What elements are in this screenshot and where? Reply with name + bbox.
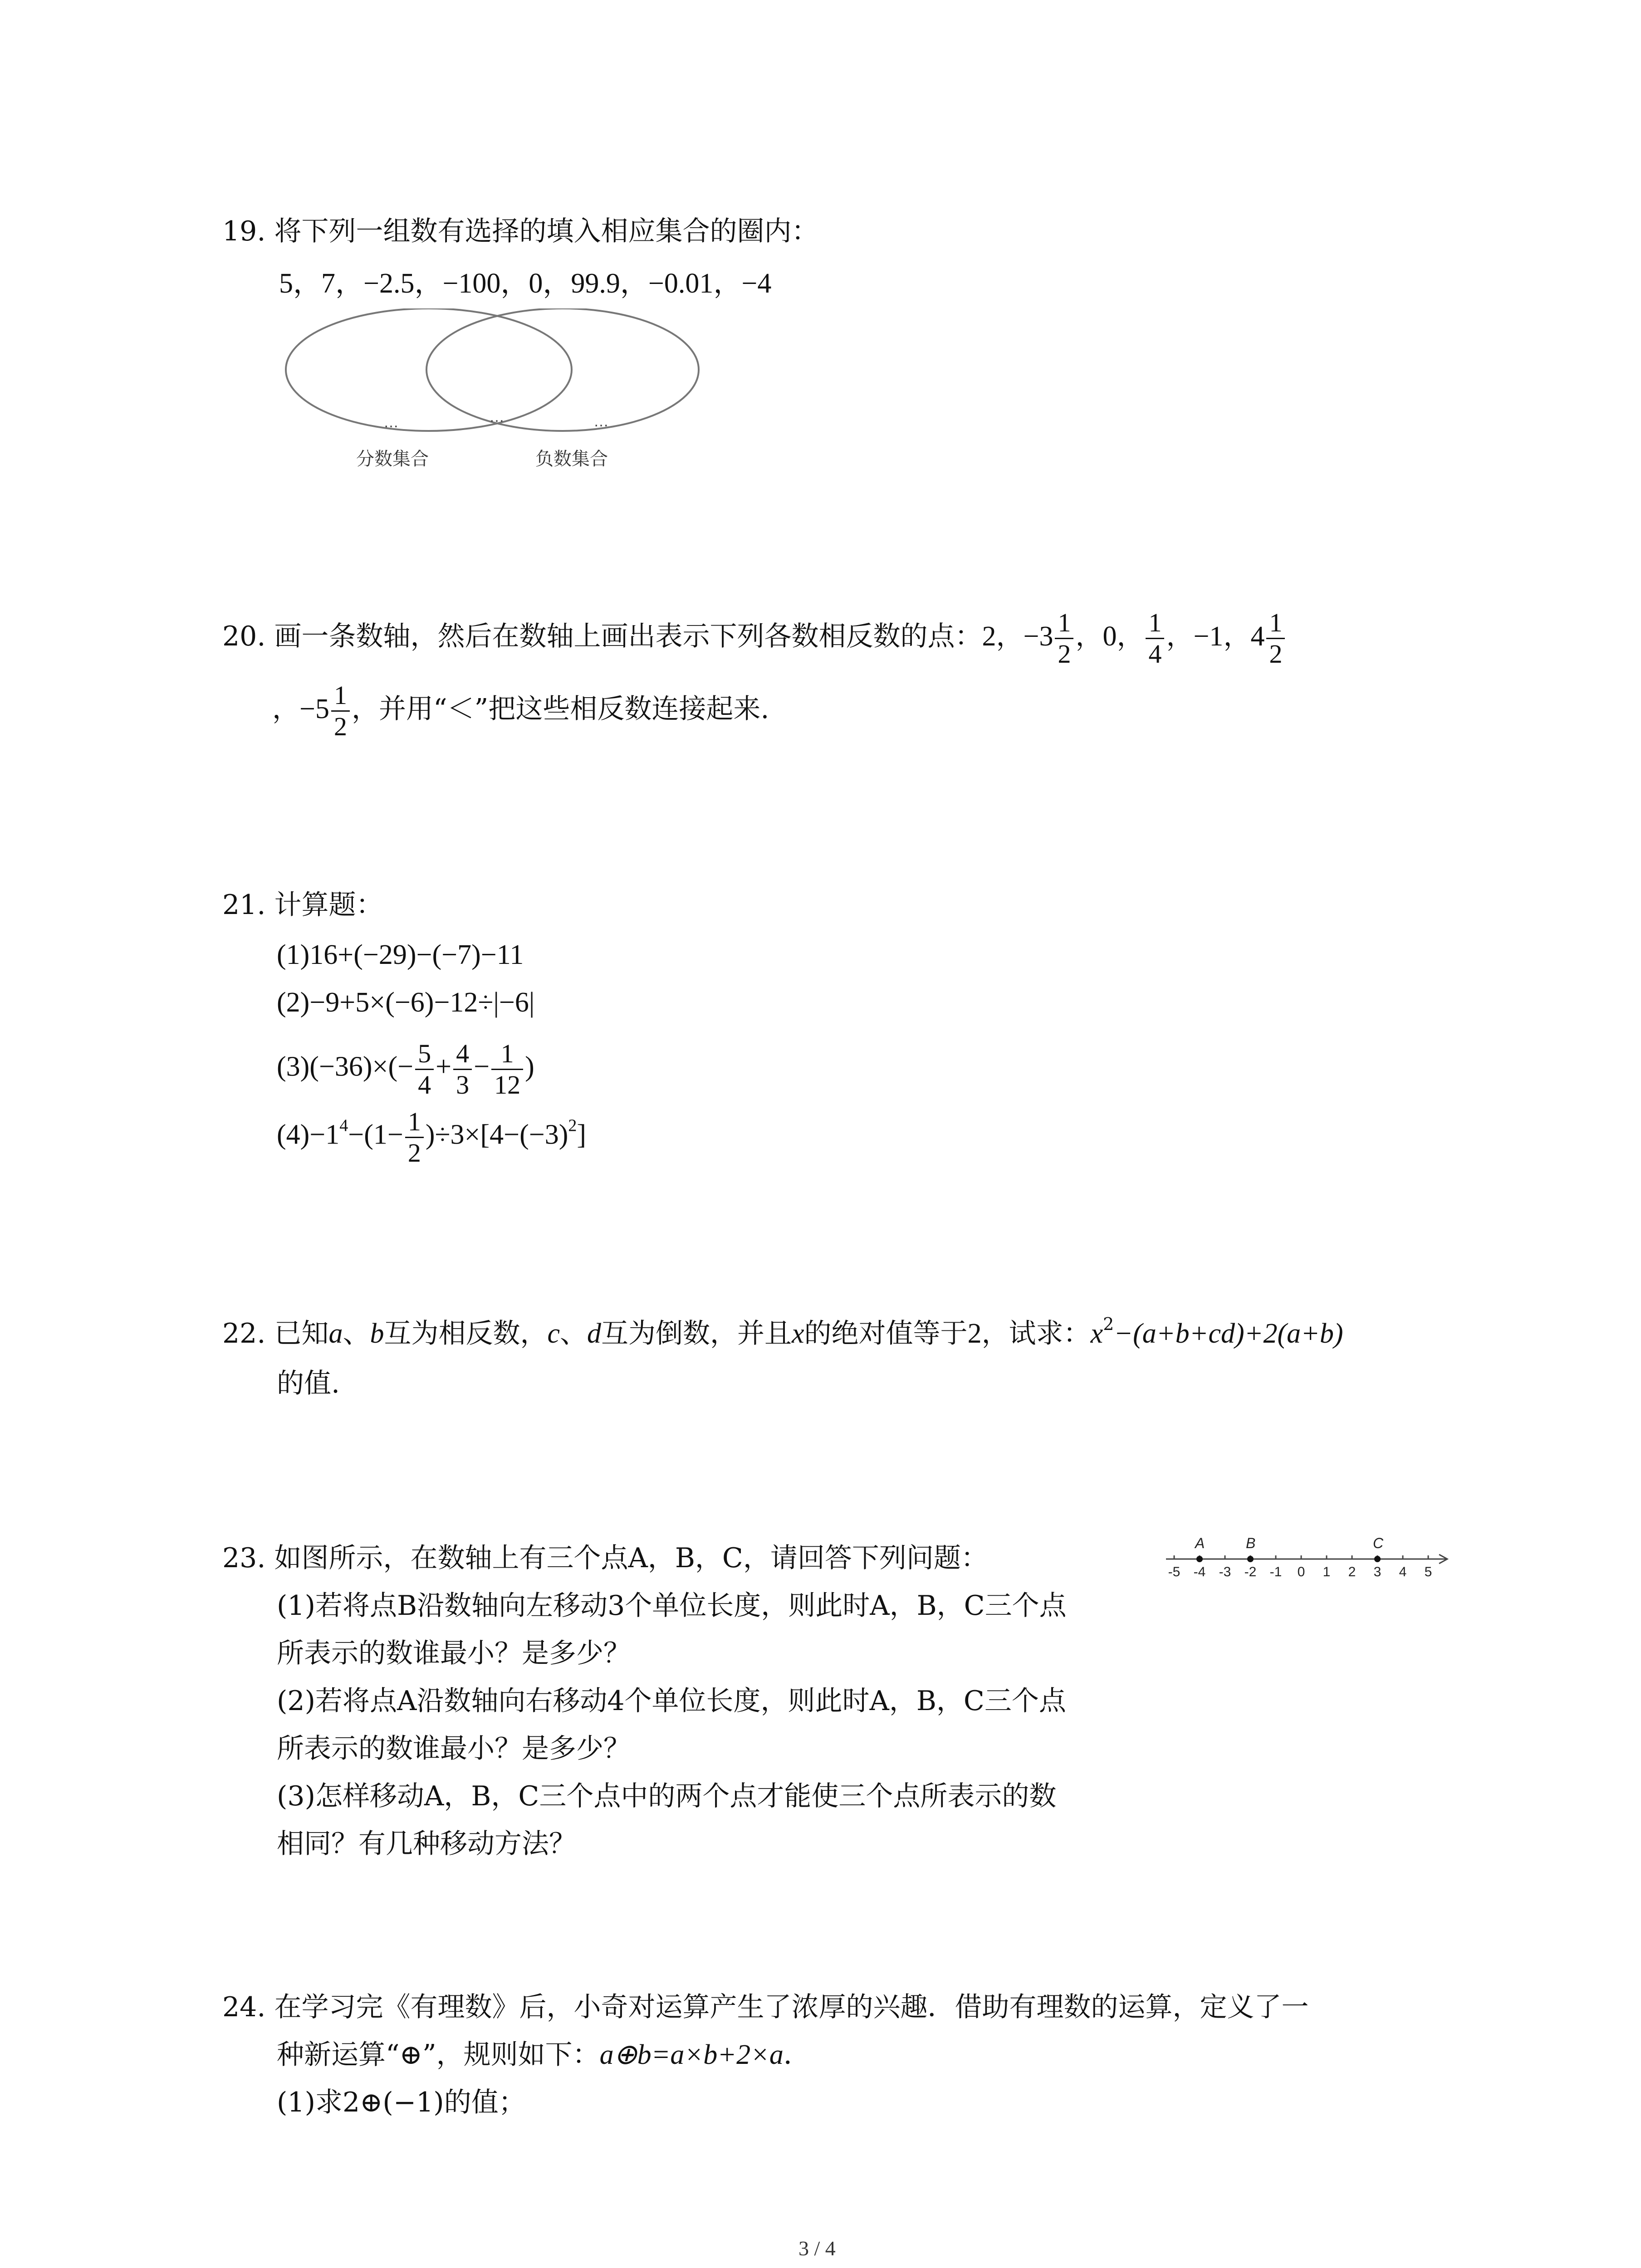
expr: (3)(−36)×(− xyxy=(277,1051,414,1082)
point-A-dot xyxy=(1196,1556,1203,1562)
q19-numbers: 5，7，−2.5，−100，0，99.9，−0.01，−4 xyxy=(279,268,772,299)
axis-tick-label: -5 xyxy=(1168,1564,1181,1579)
q23-line4: (2)若将点A沿数轴向右移动4个单位长度，则此时A，B，C三个点 xyxy=(277,1685,1066,1717)
q23-line5: 所表示的数谁最小？是多少？ xyxy=(277,1733,631,1765)
var: c xyxy=(547,1318,560,1349)
q21-title xyxy=(222,887,383,923)
denominator: 2 xyxy=(333,712,347,741)
text: 已知 xyxy=(274,1318,329,1349)
numerator: 4 xyxy=(453,1039,472,1070)
venn-diagram xyxy=(272,308,717,481)
q19-number: 19. xyxy=(222,215,266,247)
text: 在学习完《有理数》后，小奇对运算产生了浓厚的兴趣．借助有理数的运算，定义了一 xyxy=(274,1991,1309,2023)
text: 互为倒数，并且 xyxy=(601,1318,792,1349)
separator: ， xyxy=(1117,621,1144,653)
numerator: 5 xyxy=(415,1039,434,1070)
denominator: 2 xyxy=(1269,639,1283,669)
text: 种新运算“⊕”，规则如下： xyxy=(277,2039,600,2071)
fraction-set-label: 分数集合 xyxy=(356,449,429,469)
axis-tick-label: -4 xyxy=(1193,1564,1206,1579)
expr: ) xyxy=(525,1051,534,1082)
q20-value: −5 xyxy=(299,694,329,725)
number-line xyxy=(1161,1526,1456,1590)
numerator: 1 xyxy=(1055,608,1073,639)
point-A-label: A xyxy=(1195,1535,1205,1551)
q21-part3 xyxy=(277,1039,534,1100)
operator: + xyxy=(436,1051,452,1082)
exponent: 4 xyxy=(339,1116,348,1135)
q20-text-end: ，并用“＜”把这些相反数连接起来. xyxy=(351,693,769,725)
separator: ， xyxy=(996,621,1024,653)
numerator: 1 xyxy=(1266,608,1285,639)
fraction-set-circle xyxy=(286,308,572,431)
q23-line6: (3)怎样移动A，B，C三个点中的两个点才能使三个点所表示的数 xyxy=(277,1780,1057,1812)
negative-set-label: 负数集合 xyxy=(535,449,608,469)
overlap-dots: … xyxy=(489,408,505,425)
text: 互为相反数， xyxy=(384,1318,548,1349)
q20-number: 20. xyxy=(222,621,266,653)
fraction xyxy=(415,1039,434,1100)
separator: ， xyxy=(272,693,299,725)
q23-line7: 相同？有几种移动方法？ xyxy=(277,1828,576,1860)
expr: (4)−1 xyxy=(277,1119,340,1150)
q21-part1: (1)16+(−29)−(−7)−11 xyxy=(277,939,524,970)
q20-value: 2 xyxy=(982,621,996,652)
q20-value: 0 xyxy=(1102,621,1117,652)
fraction xyxy=(453,1039,472,1100)
denominator: 12 xyxy=(494,1070,521,1100)
q24-line3: (1)求2⊕(−1)的值； xyxy=(277,2087,526,2118)
fraction xyxy=(405,1107,424,1168)
text: 、 xyxy=(343,1318,370,1349)
axis-tick-label: -1 xyxy=(1269,1564,1282,1579)
q23-line3: 所表示的数谁最小？是多少？ xyxy=(277,1637,631,1669)
q22-line1 xyxy=(222,1315,1343,1352)
axis-tick-label: 2 xyxy=(1348,1564,1356,1579)
axis-tick-label: 5 xyxy=(1424,1564,1432,1579)
q24-line1 xyxy=(222,1989,1309,2025)
text: 的绝对值等于 xyxy=(804,1318,968,1349)
page-number: 3 / 4 xyxy=(798,2237,836,2260)
var: a xyxy=(328,1318,343,1349)
q19-line1 xyxy=(222,213,819,249)
point-B-dot xyxy=(1247,1556,1254,1562)
fraction xyxy=(331,680,350,742)
expr: −(1− xyxy=(348,1119,403,1150)
q20-line2 xyxy=(272,680,769,742)
denominator: 4 xyxy=(418,1070,431,1100)
q22-number: 22. xyxy=(222,1318,266,1349)
denominator: 4 xyxy=(1148,639,1162,669)
separator: ， xyxy=(1166,621,1194,653)
axis-tick-label: 3 xyxy=(1373,1564,1381,1579)
exponent: 2 xyxy=(1103,1314,1114,1334)
axis-tick-label: 1 xyxy=(1323,1564,1331,1579)
fraction xyxy=(1055,608,1073,669)
var: x xyxy=(1090,1318,1103,1349)
denominator: 3 xyxy=(456,1070,470,1100)
q24-line2 xyxy=(277,2037,811,2073)
axis-tick-label: 0 xyxy=(1297,1564,1305,1579)
axis-tick-label: 4 xyxy=(1399,1564,1407,1579)
text: ． xyxy=(783,2039,811,2071)
q20-line1 xyxy=(222,608,1287,669)
q19-text: 将下列一组数有选择的填入相应集合的圈内： xyxy=(274,215,819,247)
expr: ] xyxy=(577,1119,587,1150)
point-B-label: B xyxy=(1246,1535,1256,1551)
q21-heading: 计算题： xyxy=(274,889,383,921)
separator: ， xyxy=(1223,621,1251,653)
expression: −(a+b+cd)+2(a+b) xyxy=(1114,1318,1343,1349)
denominator: 2 xyxy=(407,1138,421,1168)
negative-set-circle xyxy=(426,308,699,431)
denominator: 2 xyxy=(1058,639,1071,669)
q20-value: 4 xyxy=(1250,621,1265,652)
value: 2 xyxy=(967,1318,982,1349)
fraction xyxy=(1266,608,1285,669)
var: x xyxy=(792,1318,804,1349)
operator: − xyxy=(474,1051,490,1082)
numerator: 1 xyxy=(405,1107,424,1138)
separator: ， xyxy=(1075,621,1103,653)
axis-tick-label: -2 xyxy=(1244,1564,1257,1579)
rule-expression: a⊕b=a×b+2×a xyxy=(599,2039,784,2070)
q23-line1 xyxy=(222,1540,988,1576)
q24-number: 24. xyxy=(222,1991,266,2023)
text: 如图所示，在数轴上有三个点A，B，C，请回答下列问题： xyxy=(274,1542,988,1574)
q21-part2: (2)−9+5×(−6)−12÷|−6| xyxy=(277,987,535,1018)
q23-line2: (1)若将点B沿数轴向左移动3个单位长度，则此时A，B，C三个点 xyxy=(277,1590,1067,1622)
axis-tick-label: -3 xyxy=(1219,1564,1231,1579)
var: b xyxy=(370,1318,384,1349)
q21-number: 21. xyxy=(222,889,266,921)
expr: )÷3×[4−(−3) xyxy=(425,1119,568,1150)
text: 、 xyxy=(560,1318,588,1349)
var: d xyxy=(587,1318,602,1349)
fraction xyxy=(491,1039,523,1100)
q20-value: −1 xyxy=(1193,621,1224,652)
q21-part4 xyxy=(277,1107,586,1168)
text: ，试求： xyxy=(981,1318,1091,1349)
exponent: 2 xyxy=(568,1116,577,1135)
q20-value: −3 xyxy=(1023,621,1053,652)
q23-number: 23. xyxy=(222,1542,266,1574)
numerator: 1 xyxy=(1146,608,1164,639)
point-C-label: C xyxy=(1373,1535,1384,1551)
numerator: 1 xyxy=(331,680,350,712)
q20-text: 画一条数轴，然后在数轴上画出表示下列各数相反数的点： xyxy=(274,621,982,653)
numerator: 1 xyxy=(491,1039,523,1070)
fraction xyxy=(1146,608,1164,669)
q22-line2: 的值. xyxy=(277,1368,340,1399)
point-C-dot xyxy=(1374,1556,1381,1562)
negative-dots: … xyxy=(593,413,609,430)
fraction-dots: … xyxy=(383,414,399,431)
